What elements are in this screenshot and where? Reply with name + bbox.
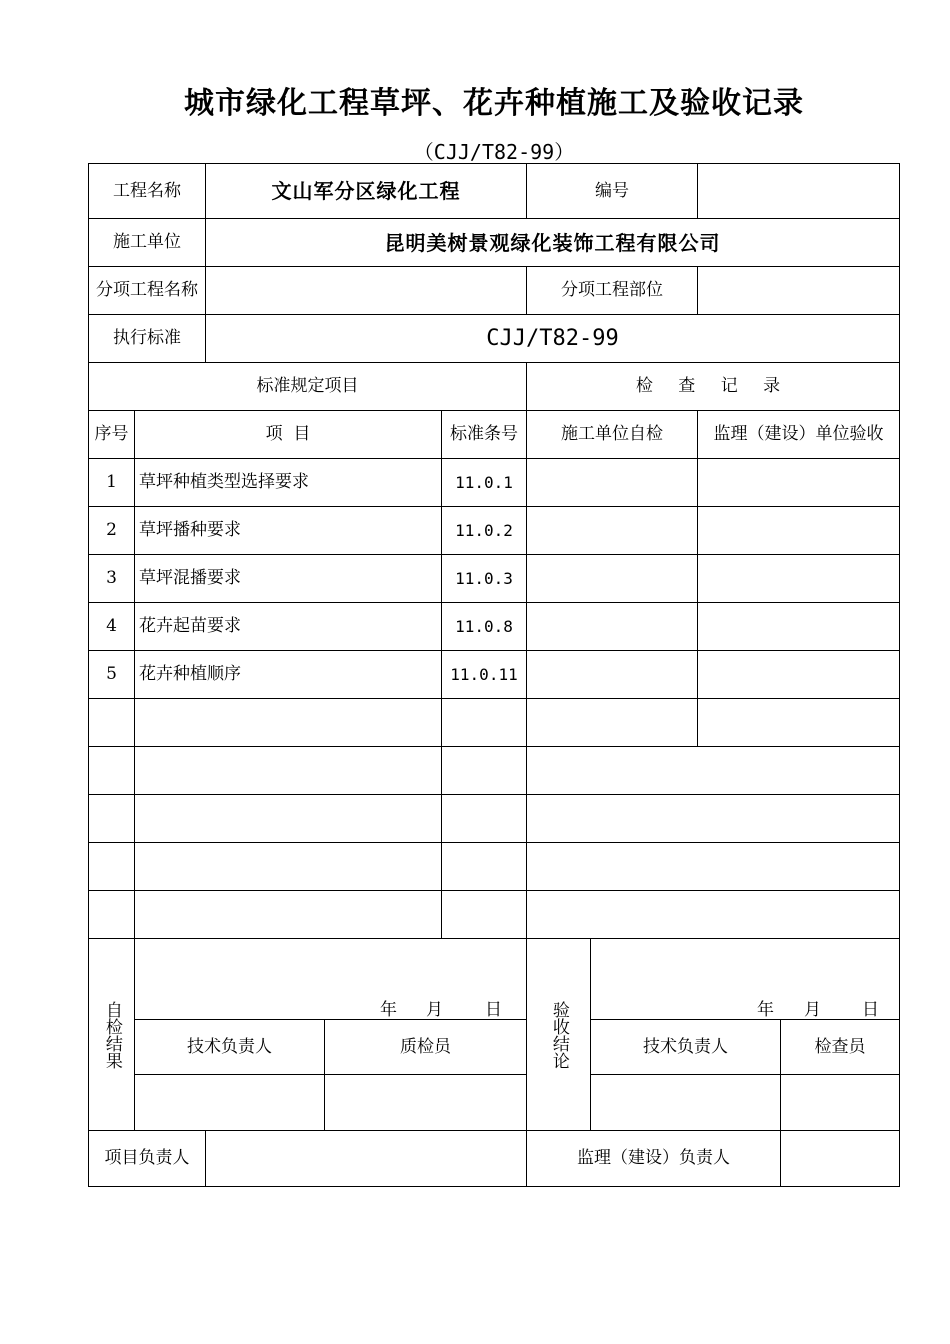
row-2-self-check[interactable] bbox=[527, 507, 698, 555]
row-1-self-check[interactable] bbox=[527, 459, 698, 507]
subitem-name-label: 分项工程名称 bbox=[89, 267, 206, 315]
self-check-result-label: 自检结果 bbox=[89, 939, 135, 1131]
standard-value[interactable]: CJJ/T82-99 bbox=[206, 315, 900, 363]
row-3-no: 3 bbox=[89, 555, 135, 603]
col-header-item: 项 目 bbox=[135, 411, 442, 459]
row-6-item[interactable] bbox=[135, 699, 442, 747]
self-check-tech-lead-signature[interactable] bbox=[135, 1075, 325, 1131]
row-1-item: 草坪种植类型选择要求 bbox=[135, 459, 442, 507]
row-5-acceptance[interactable] bbox=[698, 651, 900, 699]
row-2-clause: 11.0.2 bbox=[442, 507, 527, 555]
acceptance-tech-lead-label: 技术负责人 bbox=[591, 1020, 781, 1075]
subitem-name-value[interactable] bbox=[206, 267, 527, 315]
self-check-inspector-signature[interactable] bbox=[325, 1075, 527, 1131]
check-record-header: 检 查 记 录 bbox=[527, 363, 900, 411]
self-check-inspector-label: 质检员 bbox=[325, 1020, 527, 1075]
subitem-part-label: 分项工程部位 bbox=[527, 267, 698, 315]
self-check-opinion-area[interactable] bbox=[135, 939, 527, 1020]
acceptance-conclusion-label: 验收结论 bbox=[527, 939, 591, 1131]
col-header-supervisor-acceptance: 监理（建设）单位验收 bbox=[698, 411, 900, 459]
self-check-month-label: 月 bbox=[426, 1000, 443, 1020]
serial-number-label: 编号 bbox=[527, 164, 698, 219]
row-10-record[interactable] bbox=[527, 891, 900, 939]
row-6-acceptance[interactable] bbox=[698, 699, 900, 747]
row-7-item[interactable] bbox=[135, 747, 442, 795]
row-1-clause: 11.0.1 bbox=[442, 459, 527, 507]
row-8-record[interactable] bbox=[527, 795, 900, 843]
row-6-no bbox=[89, 699, 135, 747]
row-1-acceptance[interactable] bbox=[698, 459, 900, 507]
row-3-acceptance[interactable] bbox=[698, 555, 900, 603]
row-4-item: 花卉起苗要求 bbox=[135, 603, 442, 651]
row-6-clause[interactable] bbox=[442, 699, 527, 747]
contractor-value[interactable]: 昆明美树景观绿化装饰工程有限公司 bbox=[206, 219, 900, 267]
project-name-value[interactable]: 文山军分区绿化工程 bbox=[206, 164, 527, 219]
row-4-self-check[interactable] bbox=[527, 603, 698, 651]
row-4-no: 4 bbox=[89, 603, 135, 651]
acceptance-day-label: 日 bbox=[862, 1000, 879, 1020]
row-8-clause[interactable] bbox=[442, 795, 527, 843]
project-name-label: 工程名称 bbox=[89, 164, 206, 219]
row-8-item[interactable] bbox=[135, 795, 442, 843]
project-manager-signature[interactable] bbox=[206, 1131, 527, 1187]
col-header-no: 序号 bbox=[89, 411, 135, 459]
acceptance-checker-signature[interactable] bbox=[781, 1075, 900, 1131]
spec-items-header: 标准规定项目 bbox=[89, 363, 527, 411]
row-10-item[interactable] bbox=[135, 891, 442, 939]
self-check-year-label: 年 bbox=[380, 1000, 397, 1020]
row-2-no: 2 bbox=[89, 507, 135, 555]
page-title: 城市绿化工程草坪、花卉种植施工及验收记录 bbox=[184, 86, 804, 121]
acceptance-checker-label: 检查员 bbox=[781, 1020, 900, 1075]
row-3-clause: 11.0.3 bbox=[442, 555, 527, 603]
self-check-tech-lead-label: 技术负责人 bbox=[135, 1020, 325, 1075]
row-5-self-check[interactable] bbox=[527, 651, 698, 699]
col-header-self-check: 施工单位自检 bbox=[527, 411, 698, 459]
row-8-no bbox=[89, 795, 135, 843]
acceptance-month-label: 月 bbox=[804, 1000, 821, 1020]
acceptance-year-label: 年 bbox=[757, 1000, 774, 1020]
row-9-no bbox=[89, 843, 135, 891]
row-5-item: 花卉种植顺序 bbox=[135, 651, 442, 699]
row-4-clause: 11.0.8 bbox=[442, 603, 527, 651]
supervisor-manager-label: 监理（建设）负责人 bbox=[527, 1131, 781, 1187]
row-7-no bbox=[89, 747, 135, 795]
col-header-clause: 标准条号 bbox=[442, 411, 527, 459]
standard-label: 执行标准 bbox=[89, 315, 206, 363]
row-1-no: 1 bbox=[89, 459, 135, 507]
row-2-item: 草坪播种要求 bbox=[135, 507, 442, 555]
acceptance-opinion-area[interactable] bbox=[591, 939, 900, 1020]
subitem-part-value[interactable] bbox=[698, 267, 900, 315]
row-5-clause: 11.0.11 bbox=[442, 651, 527, 699]
row-2-acceptance[interactable] bbox=[698, 507, 900, 555]
acceptance-tech-lead-signature[interactable] bbox=[591, 1075, 781, 1131]
project-manager-label: 项目负责人 bbox=[89, 1131, 206, 1187]
row-3-item: 草坪混播要求 bbox=[135, 555, 442, 603]
contractor-label: 施工单位 bbox=[89, 219, 206, 267]
row-7-clause[interactable] bbox=[442, 747, 527, 795]
row-5-no: 5 bbox=[89, 651, 135, 699]
row-9-record[interactable] bbox=[527, 843, 900, 891]
row-6-self-check[interactable] bbox=[527, 699, 698, 747]
row-10-no bbox=[89, 891, 135, 939]
supervisor-manager-signature[interactable] bbox=[781, 1131, 900, 1187]
self-check-day-label: 日 bbox=[485, 1000, 502, 1020]
row-9-item[interactable] bbox=[135, 843, 442, 891]
standard-code-subtitle: （CJJ/T82-99） bbox=[413, 140, 575, 164]
row-10-clause[interactable] bbox=[442, 891, 527, 939]
row-9-clause[interactable] bbox=[442, 843, 527, 891]
row-3-self-check[interactable] bbox=[527, 555, 698, 603]
serial-number-value[interactable] bbox=[698, 164, 900, 219]
row-7-record[interactable] bbox=[527, 747, 900, 795]
row-4-acceptance[interactable] bbox=[698, 603, 900, 651]
